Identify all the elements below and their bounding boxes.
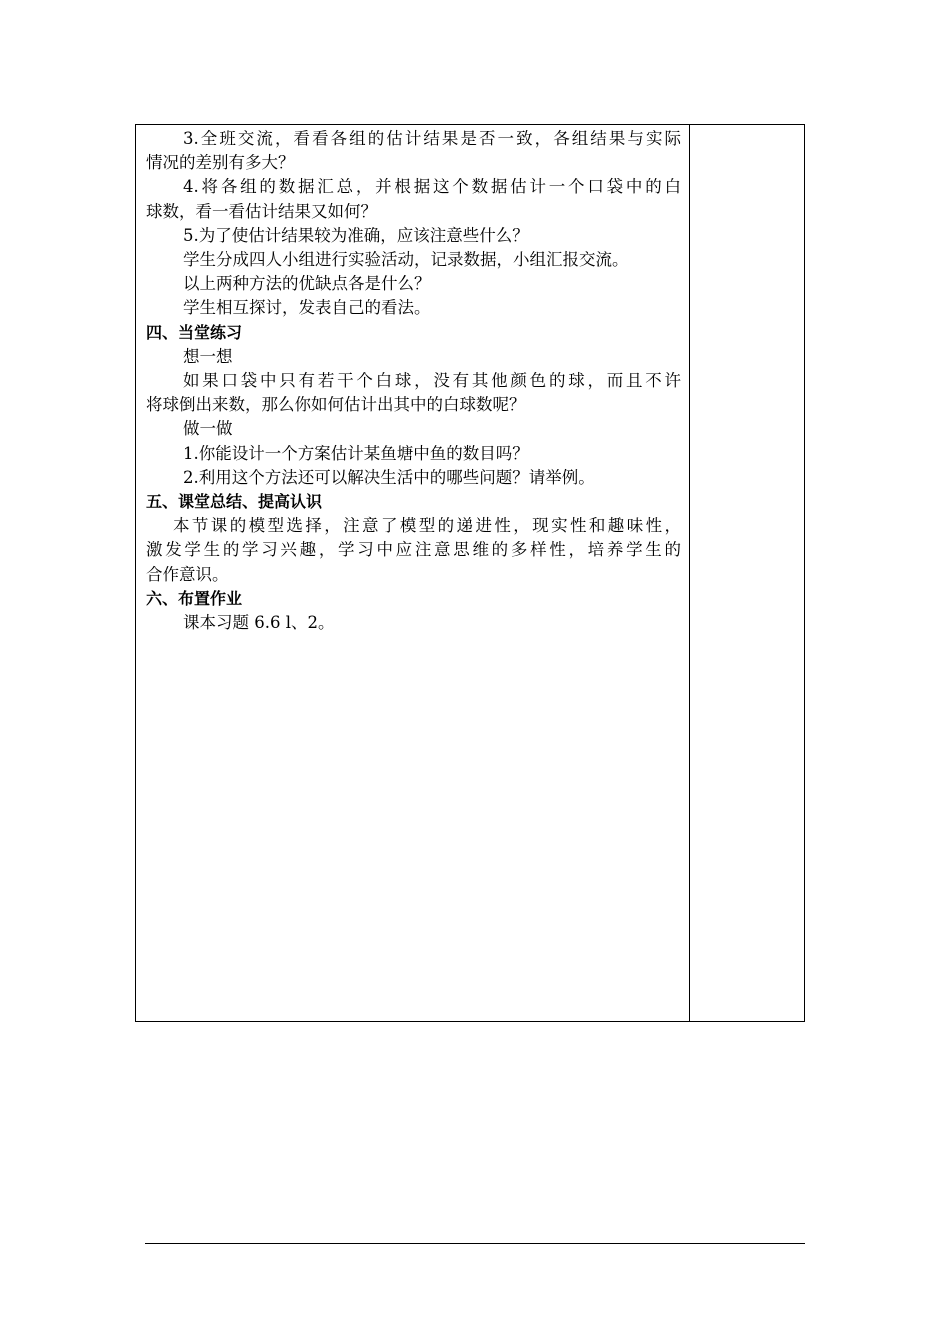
lesson-content-cell <box>136 125 690 1021</box>
text-line: 想一想 <box>183 346 233 366</box>
section-heading: 五、课堂总结、提高认识 <box>146 492 323 512</box>
text-line: 2.利用这个方法还可以解决生活中的哪些问题？请举例。 <box>183 467 595 487</box>
text-line: 做一做 <box>183 419 233 439</box>
text-line: 学生分成四人小组进行实验活动，记录数据，小组汇报交流。 <box>183 250 629 270</box>
lesson-table <box>135 124 805 1022</box>
text-line: 激发学生的学习兴趣，学习中应注意思维的多样性，培养学生的 <box>146 540 681 560</box>
footer-rule <box>145 1243 805 1244</box>
text-line: 学生相互探讨，发表自己的看法。 <box>183 298 431 318</box>
text-line: 课本习题 6.6 l、2。 <box>183 613 335 633</box>
text-line: 如果口袋中只有若干个白球，没有其他颜色的球，而且不许 <box>183 371 681 391</box>
section-heading: 六、布置作业 <box>146 588 243 608</box>
text-line: 将球倒出来数，那么你如何估计出其中的白球数呢？ <box>146 395 526 415</box>
text-line: 以上两种方法的优缺点各是什么？ <box>183 274 431 294</box>
text-line: 球数，看一看估计结果又如何？ <box>146 201 377 221</box>
text-line: 合作意识。 <box>146 564 229 584</box>
section-heading: 四、当堂练习 <box>146 322 243 342</box>
text-line: 4.将各组的数据汇总，并根据这个数据估计一个口袋中的白 <box>183 177 681 197</box>
text-line: 5.为了使估计结果较为准确，应该注意些什么？ <box>183 225 529 245</box>
text-line: 1.你能设计一个方案估计某鱼塘中鱼的数目吗？ <box>183 443 529 463</box>
text-line: 情况的差别有多大？ <box>146 153 295 173</box>
notes-cell <box>689 125 804 1021</box>
text-line: 本节课的模型选择，注意了模型的递进性，现实性和趣味性， <box>173 516 681 536</box>
text-line: 3.全班交流，看看各组的估计结果是否一致，各组结果与实际 <box>183 129 681 148</box>
